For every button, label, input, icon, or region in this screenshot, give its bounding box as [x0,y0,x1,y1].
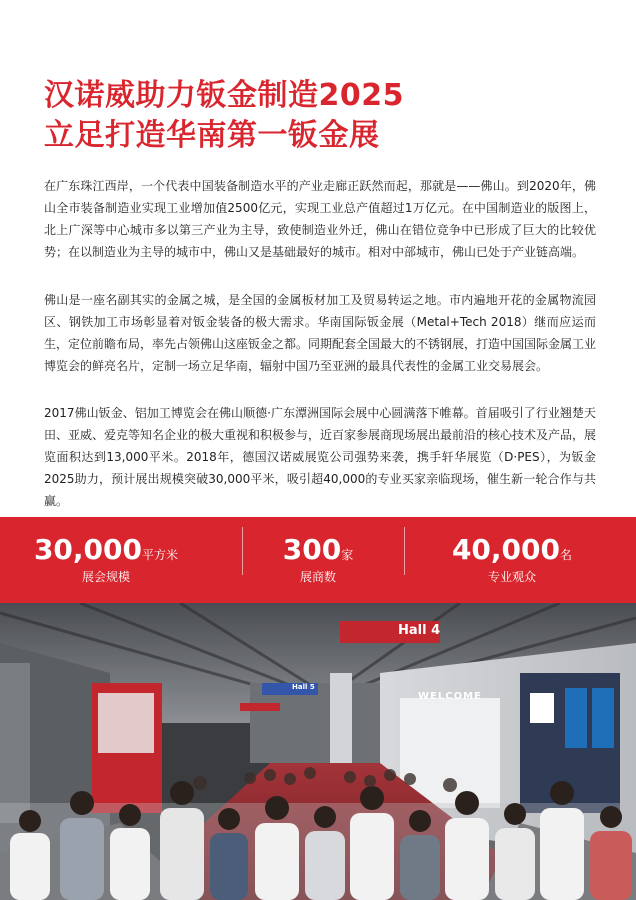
stat-unit: 家 [341,548,354,562]
stat-label: 专业观众 [487,570,536,584]
stat-label: 展商数 [299,570,336,584]
exhibition-hall-photo [0,603,636,900]
stat-number: 40,000 [451,533,561,566]
hall-4-sign: Hall 4 [398,623,441,638]
title-line-1: 汉诺威助力钣金制造2025 [44,78,404,113]
stat-visitor-count [406,517,618,603]
stats-banner [0,517,636,603]
stat-number: 30,000 [33,533,143,566]
stat-divider [404,527,405,575]
title-line-2: 立足打造华南第一钣金展 [44,118,380,153]
stat-exhibitor-count [212,517,424,603]
stat-number: 300 [282,533,342,566]
stat-unit: 名 [560,548,573,562]
paragraph-history: 2017佛山钣金、铝加工博览会在佛山顺德·广东潭洲国际会展中心圆满落下帷幕。首届吸引了行业翘楚天田、亚威、爱克等知名企业的极大重视和积极参与，近百家参展商现场展出最前沿的核心技术及产品，展览面积达到13,000平米。2018年，德国汉诺威展览公司强势来袭，携手轩华展览（D·PES），为钣金2025助力，预计展出规模突破30,000平米，吸引超40,000的专业买家亲临现场，催生新一轮合作与共赢。 [44,406,597,508]
hall-5-sign: Hall 5 [292,683,315,691]
stat-exhibition-size [0,517,212,603]
paragraph-intro: 在广东珠江西岸，一个代表中国装备制造水平的产业走廊正跃然而起，那就是——佛山。到2020年，佛山全市装备制造业实现工业增加值2500亿元，实现工业总产值超过1万亿元。在中国制造业的版图上，北上广深等中心城市多以第三产业为主导，致使制造业外迁，佛山在错位竞争中已形成了巨大的比较优势；在以制造业为主导的城市中，佛山又是基础最好的城市。相对中部城市，佛山已处于产业链高端。 [44,179,596,259]
stat-unit: 平方米 [142,548,179,562]
stat-label: 展会规模 [81,570,130,584]
page-title [44,76,404,156]
paragraph-metal-city: 佛山是一座名副其实的金属之城，是全国的金属板材加工及贸易转运之地。市内遍地开花的金属物流园区、钢铁加工市场彰显着对钣金装备的极大需求。华南国际钣金展（Metal+Tech 2018）继而应运而生，定位前瞻布局，率先占领佛山这座钣金之都。同期配套全国最大的不锈钢展，打造中国国际金属工业博览会的鲜亮名片，定制一场立足华南，辐射中国乃至亚洲的最具代表性的金属工业交易展会。 [44,293,597,373]
welcome-sign: WELCOME [418,691,482,702]
crowd-scene-illustration [0,603,636,900]
